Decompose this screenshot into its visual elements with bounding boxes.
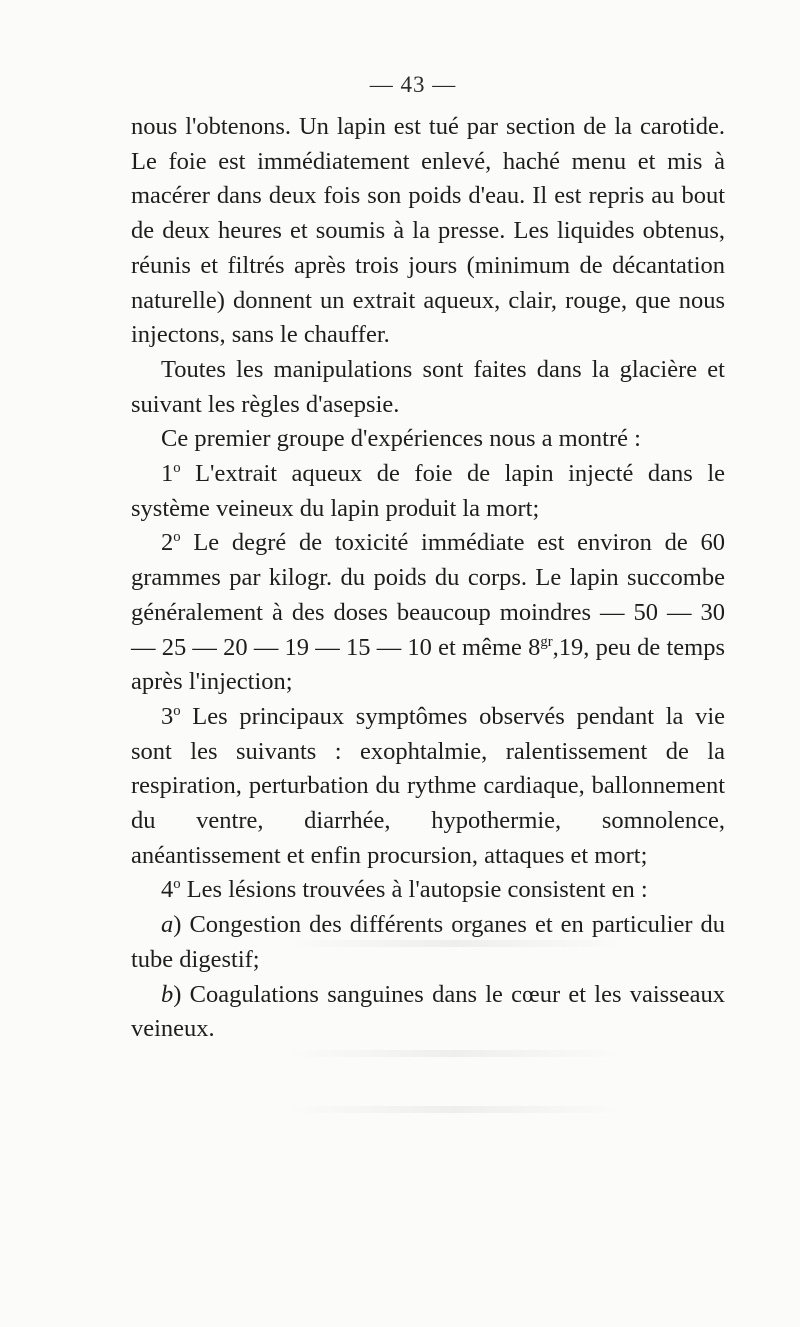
item-number: 4 — [161, 876, 174, 904]
show-through-mark — [285, 940, 625, 947]
sub-item-letter: a — [161, 911, 174, 939]
item-number: 3 — [161, 702, 174, 730]
sub-item-letter: b — [161, 980, 174, 1008]
list-item-1 — [131, 457, 725, 526]
degree-mark: o — [173, 702, 181, 719]
item-text: Les lésions trouvées à l'autopsie consistent en : — [186, 876, 648, 904]
dose-value: $8^{gr},19$, — [528, 633, 590, 661]
degree-mark: o — [173, 876, 181, 893]
show-through-mark — [285, 1050, 625, 1057]
item-number: 2 — [161, 529, 174, 557]
list-item-3 — [131, 700, 725, 874]
list-item-4 — [131, 873, 725, 908]
sub-item-a: a) Congestion des différents organes et en particulier du tube digestif; — [131, 911, 726, 973]
degree-mark: o — [173, 529, 181, 546]
item-text-continued: peu de temps après l'injection; — [131, 633, 726, 696]
list-item-2 — [131, 526, 725, 700]
paragraph: Ce premier groupe d'expériences nous a montré : — [161, 425, 641, 453]
show-through-mark — [285, 1106, 625, 1113]
item-text: Congestion des différents organes et en particulier du tube digestif; — [131, 911, 726, 973]
body-text — [131, 110, 725, 1047]
item-text: Coagulations sanguines dans le cœur et les vaisseaux veineux. — [131, 980, 725, 1043]
paragraph: nous l'obtenons. Un lapin est tué par section de la carotide. Le foie est immédiatement enlevé, haché menu et mis à macérer dans deux fois son poids d'eau. Il est repris au bout de deux heures et soumis à la presse. Les liquides obtenus, réunis et filtrés après trois jours (minimum de décantation naturelle) donnent un extrait aqueux, clair, rouge, que nous injectons, sans le chauffer. — [131, 113, 725, 349]
sub-item-b: b) Coagulations sanguines dans le cœur et les vaisseaux veineux. — [131, 980, 725, 1043]
item-text: Le degré de toxicité immédiate est environ de 60 grammes par kilogr. du poids du corps. Le lapin succombe généralement à des doses beaucoup moindres — 50 — 30 — 25 — 20 — 19 — 15 — 10 et même — [131, 529, 725, 661]
page-number: — 43 — — [369, 72, 457, 97]
degree-mark: o — [173, 459, 181, 476]
item-number: 1 — [161, 460, 174, 488]
item-text: Les principaux symptômes observés pendant la vie sont les suivants : exophtalmie, ralentissement de la respiration, perturbation du rythme cardiaque, ballonnement du ventre, diarrhée, hypothermie, somnolence, anéantissement et enfin procursion, attaques et mort; — [131, 702, 726, 869]
item-text: L'extrait aqueux de foie de lapin injecté dans le système veineux du lapin produit la mort; — [131, 460, 725, 522]
paragraph: Toutes les manipulations sont faites dans la glacière et suivant les règles d'asepsie. — [131, 355, 725, 418]
